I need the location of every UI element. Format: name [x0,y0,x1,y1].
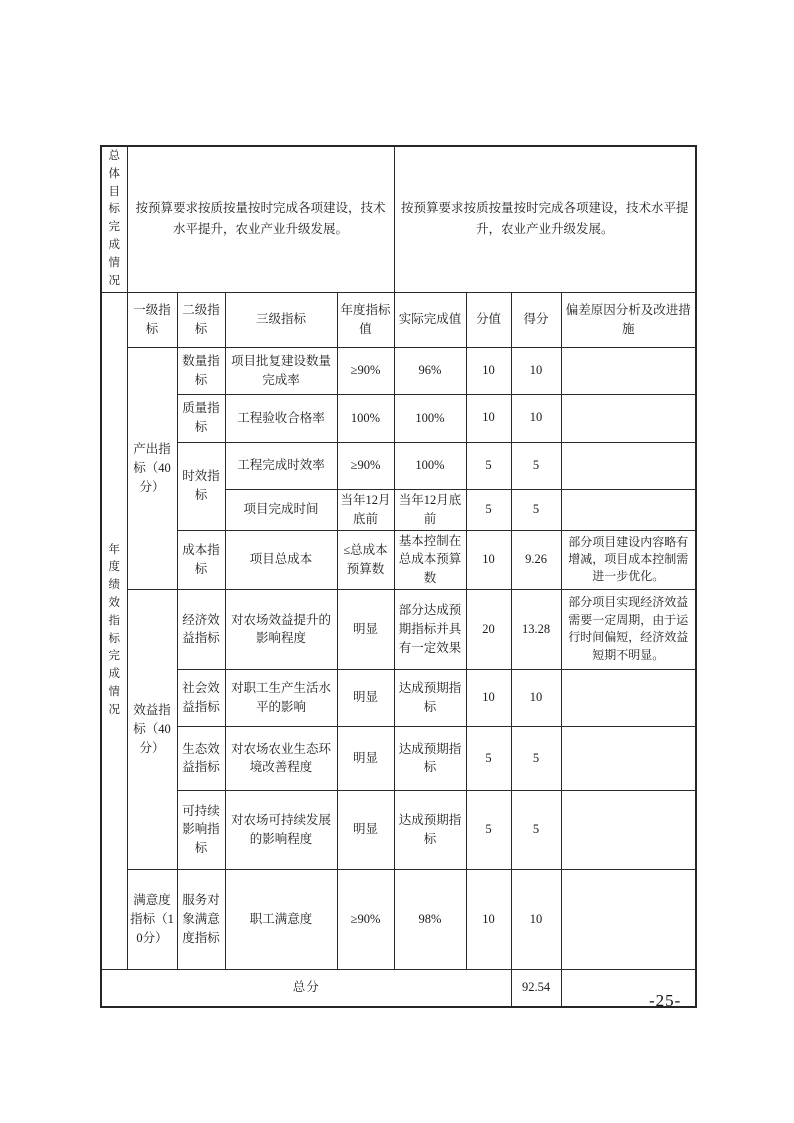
cell-level2: 数量指标 [177,347,225,394]
cell-points: 5 [466,726,511,790]
cell-deviation [561,669,696,726]
cell-deviation [561,442,696,489]
cell-annual-value: ≤总成本预算数 [337,530,394,589]
cell-level3: 对职工生产生活水平的影响 [225,669,337,726]
table-row [101,530,696,589]
cell-points: 10 [466,347,511,394]
table-row [101,394,696,442]
cell-actual-value: 达成预期指标 [394,726,466,790]
cell-level2: 服务对象满意度指标 [177,869,225,969]
col-header-level2: 二级指标 [177,292,225,347]
cell-actual-value: 96% [394,347,466,394]
cell-annual-value: 明显 [337,790,394,869]
cell-points: 5 [466,790,511,869]
table-row [101,347,696,394]
cell-level3: 对农场农业生态环境改善程度 [225,726,337,790]
cell-level3: 工程验收合格率 [225,394,337,442]
cell-annual-value: 明显 [337,589,394,669]
cell-level2: 质量指标 [177,394,225,442]
cell-deviation [561,790,696,869]
cell-actual-value: 100% [394,394,466,442]
cell-score: 10 [511,869,561,969]
cell-actual-value: 基本控制在总成本预算数 [394,530,466,589]
annual-section-label: 年度绩效指标完成情况 [101,292,127,969]
cell-score: 5 [511,790,561,869]
cell-level2: 社会效益指标 [177,669,225,726]
cell-level3: 工程完成时效率 [225,442,337,489]
cell-points: 20 [466,589,511,669]
cell-deviation [561,394,696,442]
overall-goal-label: 总体目标完成情况 [101,146,127,292]
cell-level3: 项目总成本 [225,530,337,589]
col-header-score: 得分 [511,292,561,347]
cell-points: 5 [466,489,511,530]
table-header-row [101,292,696,347]
cell-level2: 时效指标 [177,442,225,530]
cell-level3: 项目批复建设数量完成率 [225,347,337,394]
cell-score: 5 [511,442,561,489]
col-header-actual-value: 实际完成值 [394,292,466,347]
col-header-deviation: 偏差原因分析及改进措施 [561,292,696,347]
cell-level3: 对农场效益提升的影响程度 [225,589,337,669]
total-score: 92.54 [511,969,561,1007]
cell-actual-value: 达成预期指标 [394,669,466,726]
cell-deviation [561,869,696,969]
cell-level2: 成本指标 [177,530,225,589]
cell-annual-value: ≥90% [337,442,394,489]
cell-annual-value: ≥90% [337,347,394,394]
cell-annual-value: 当年12月底前 [337,489,394,530]
level1-benefit-indicator: 效益指标（40分） [127,589,177,869]
cell-deviation [561,726,696,790]
cell-actual-value: 100% [394,442,466,489]
overall-goal-target: 按预算要求按质按量按时完成各项建设，技术水平提升，农业产业升级发展。 [127,146,394,292]
page-number: -25- [649,991,682,1010]
cell-actual-value: 达成预期指标 [394,790,466,869]
cell-annual-value: ≥90% [337,869,394,969]
table-row [101,146,696,292]
cell-level2: 生态效益指标 [177,726,225,790]
table-row [101,790,696,869]
cell-deviation [561,347,696,394]
cell-points: 10 [466,669,511,726]
cell-points: 10 [466,394,511,442]
cell-score: 5 [511,489,561,530]
col-header-level3: 三级指标 [225,292,337,347]
cell-deviation: 部分项目实现经济效益需要一定周期，由于运行时间偏短，经济效益短期不明显。 [561,589,696,669]
table-row [101,669,696,726]
cell-points: 10 [466,530,511,589]
table-row [101,869,696,969]
cell-points: 5 [466,442,511,489]
cell-actual-value: 部分达成预期指标并具有一定效果 [394,589,466,669]
cell-annual-value: 明显 [337,669,394,726]
cell-score: 10 [511,347,561,394]
table-row [101,726,696,790]
cell-deviation: 部分项目建设内容略有增减，项目成本控制需进一步优化。 [561,530,696,589]
cell-score: 9.26 [511,530,561,589]
cell-score: 13.28 [511,589,561,669]
cell-actual-value: 98% [394,869,466,969]
cell-actual-value: 当年12月底前 [394,489,466,530]
cell-level2: 可持续影响指标 [177,790,225,869]
level1-output-indicator: 产出指标（40分） [127,347,177,589]
col-header-level1: 一级指标 [127,292,177,347]
cell-deviation [561,489,696,530]
total-label: 总分 [101,969,511,1007]
overall-goal-completion: 按预算要求按质按量按时完成各项建设，技术水平提升，农业产业升级发展。 [394,146,696,292]
cell-score: 10 [511,394,561,442]
table-row [101,589,696,669]
cell-points: 10 [466,869,511,969]
cell-annual-value: 明显 [337,726,394,790]
col-header-annual-value: 年度指标值 [337,292,394,347]
level1-satisfaction-indicator: 满意度指标（10分） [127,869,177,969]
cell-level3: 职工满意度 [225,869,337,969]
cell-level2: 经济效益指标 [177,589,225,669]
performance-table [100,145,697,1008]
cell-score: 10 [511,669,561,726]
cell-level3: 项目完成时间 [225,489,337,530]
table-total-row [101,969,696,1007]
table-row [101,442,696,489]
cell-score: 5 [511,726,561,790]
cell-annual-value: 100% [337,394,394,442]
cell-level3: 对农场可持续发展的影响程度 [225,790,337,869]
col-header-points: 分值 [466,292,511,347]
